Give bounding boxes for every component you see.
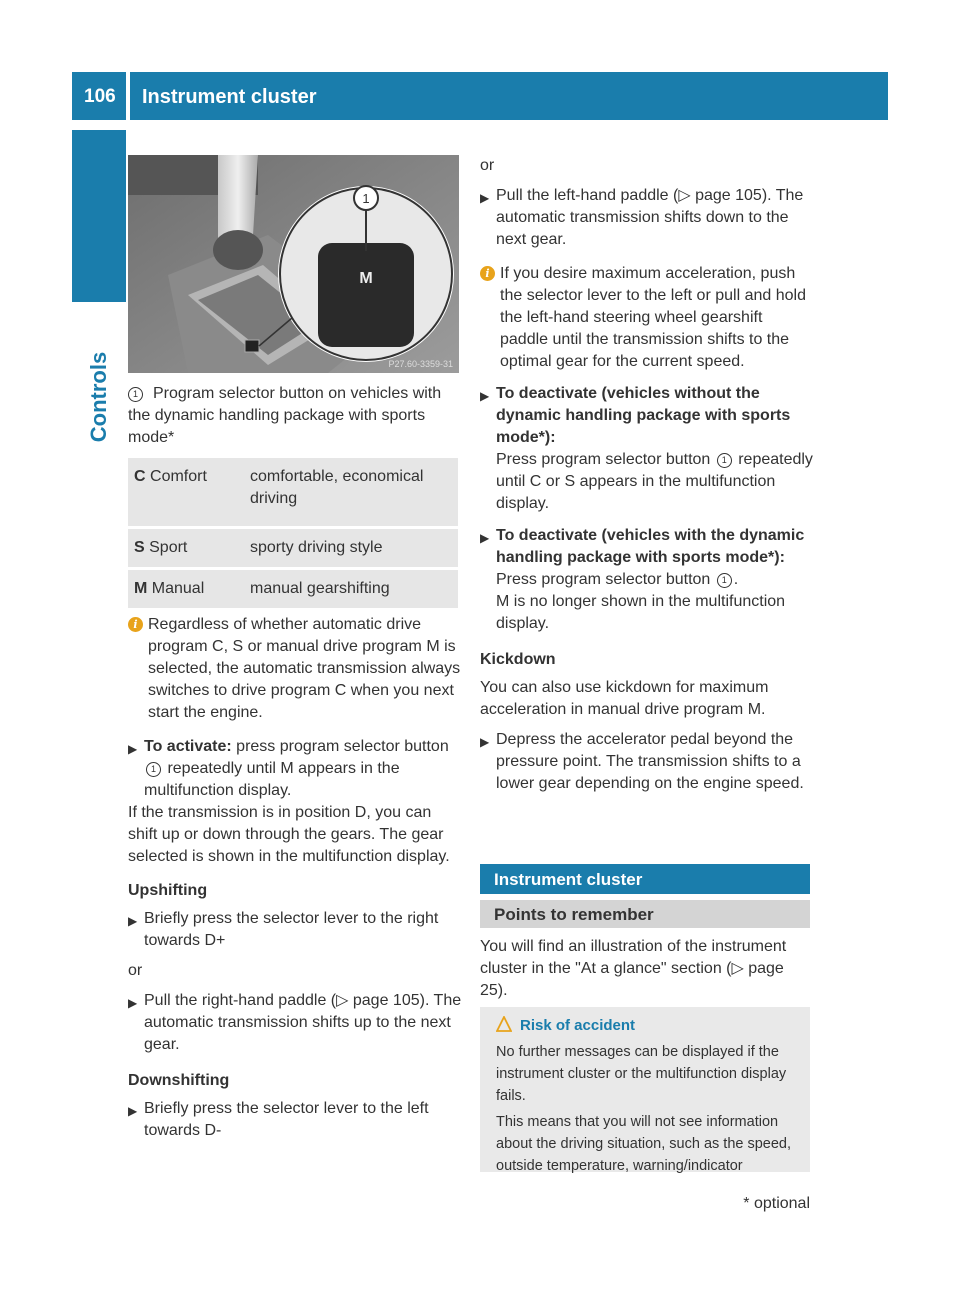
bullet-arrow-icon: ▶ — [480, 735, 490, 749]
photo-button-letter: M — [359, 270, 373, 287]
list-item: ▶ Depress the accelerator pedal beyond the pressure point. The transmission shifts to a lower gear depending on the engine speed. — [480, 731, 804, 792]
photo-caption — [128, 383, 462, 449]
table-cell-program: M Manual — [128, 569, 244, 610]
list-item: ▶ Pull the left-hand paddle (▷ page 105). The automatic transmission shifts down to the next gear. — [480, 187, 804, 248]
paragraph: If the transmission is in position D, you can shift up or down through the gears. The gear selected is shown in the multifunction display. — [128, 804, 450, 865]
table-row — [128, 528, 458, 569]
caption-text: Program selector button on vehicles with the dynamic handling package with sports mode* — [128, 385, 442, 446]
table-cell-description: sporty driving style — [244, 528, 458, 569]
warning-triangle-icon — [496, 1016, 512, 1032]
info-icon: i — [128, 617, 143, 632]
table-cell-description: comfortable, economical driving — [244, 458, 458, 528]
section-title: Instrument cluster — [494, 870, 643, 889]
warning-title-row — [496, 1015, 796, 1037]
list-item: ▶ To activate: press program selector button 1 repeatedly until M appears in the multifunction display. — [128, 738, 449, 799]
list-item: ▶ Briefly press the selector lever to the right towards D+ — [128, 910, 439, 949]
callout-marker: 1 — [128, 387, 143, 402]
bullet-arrow-icon: ▶ — [480, 191, 490, 205]
side-label: Controls — [86, 351, 111, 443]
side-label-box — [72, 302, 126, 492]
paragraph: You can also use kickdown for maximum acceleration in manual drive program M. — [480, 679, 769, 718]
or-text: or — [128, 962, 143, 979]
info-text: If you desire maximum acceleration, push the selector lever to the left or pull and hold the left-hand steering wheel gearshift paddle until the transmission shifts to the optimal gear for the current speed. — [500, 265, 806, 370]
info-note — [128, 614, 462, 724]
program-table — [128, 458, 458, 611]
heading-upshifting: Upshifting — [128, 882, 208, 899]
warning-title: Risk of accident — [520, 1017, 636, 1034]
photo-callout-number: 1 — [362, 191, 370, 206]
paragraph: You will find an illustration of the instrument cluster in the "At a glance" section (▷ page 25). — [480, 938, 787, 999]
table-cell-program: C Comfort — [128, 458, 244, 528]
info-note — [480, 263, 814, 373]
bullet-arrow-icon: ▶ — [128, 742, 138, 756]
list-item: ▶ To deactivate (vehicles with the dynamic handling package with sports mode*): Press program selector button 1 . M is no longer shown in the multifunction display. — [480, 527, 805, 632]
warning-text: This means that you will not see information about the driving situation, such as the speed, outside temperature, warning/indicator — [496, 1114, 792, 1174]
warning-text: No further messages can be displayed if the instrument cluster or the multifunction display fails. — [496, 1044, 787, 1104]
page-number: 106 — [84, 86, 116, 107]
bullet-arrow-icon: ▶ — [128, 1104, 138, 1118]
subsection-header — [480, 900, 810, 928]
bullet-arrow-icon: ▶ — [480, 531, 490, 545]
subsection-title: Points to remember — [494, 905, 654, 924]
info-text: Regardless of whether automatic drive program C, S or manual drive program M is selected, the automatic transmission always switches to drive program C when you next start the engine. — [148, 616, 461, 721]
footer-note: * optional — [743, 1195, 810, 1212]
page-number-box — [72, 72, 126, 120]
table-row — [128, 458, 458, 528]
photo-code: P27.60-3359-31 — [388, 359, 453, 369]
bullet-arrow-icon: ▶ — [480, 389, 490, 403]
table-row — [128, 569, 458, 610]
heading-kickdown: Kickdown — [480, 651, 556, 668]
list-item: ▶ To deactivate (vehicles without the dynamic handling package with sports mode*): Press program selector button 1 repeatedly until C or S appears in the multifunction display. — [480, 385, 813, 512]
left-column — [128, 614, 462, 1142]
bullet-arrow-icon: ▶ — [128, 914, 138, 928]
callout-marker: 1 — [146, 762, 161, 777]
bullet-arrow-icon: ▶ — [128, 996, 138, 1010]
side-tab — [72, 130, 126, 302]
callout-marker: 1 — [717, 453, 732, 468]
or-text: or — [480, 157, 495, 174]
page-header — [130, 72, 888, 120]
table-cell-description: manual gearshifting — [244, 569, 458, 610]
section-header — [480, 864, 810, 894]
callout-marker: 1 — [717, 573, 732, 588]
info-icon: i — [480, 266, 495, 281]
page-title: Instrument cluster — [142, 86, 317, 108]
table-cell-program: S Sport — [128, 528, 244, 569]
warning-box — [480, 1007, 810, 1172]
list-item: ▶ Pull the right-hand paddle (▷ page 105). The automatic transmission shifts up to the next gear. — [128, 992, 462, 1053]
selector-lever-photo — [128, 155, 459, 373]
right-column — [480, 155, 814, 795]
heading-downshifting: Downshifting — [128, 1072, 230, 1089]
list-item: ▶ Briefly press the selector lever to the left towards D- — [128, 1100, 429, 1139]
